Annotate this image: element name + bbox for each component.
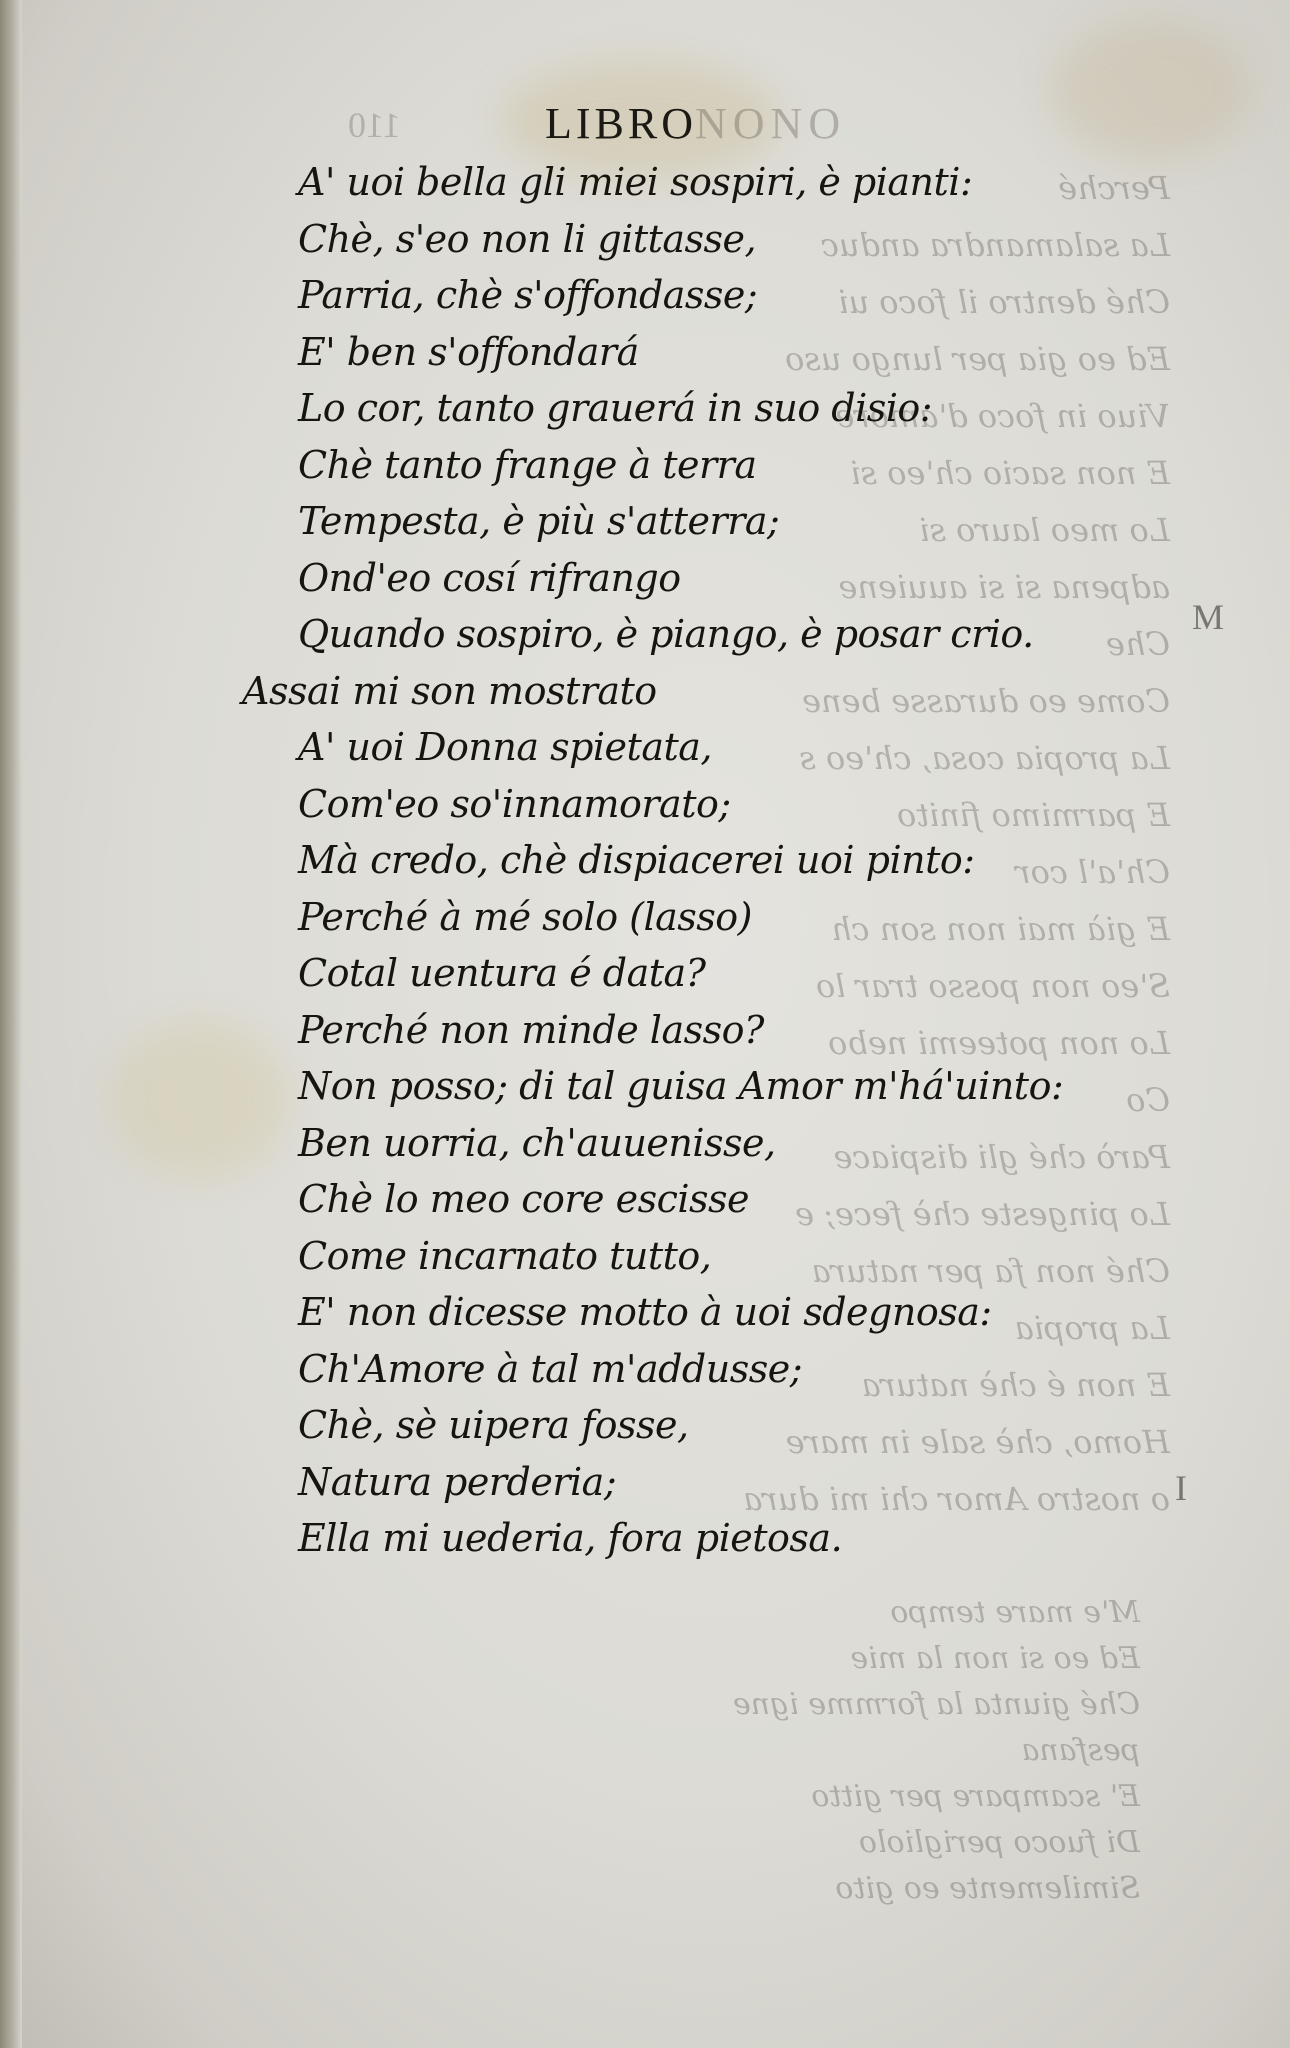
verse-line: Quando sospiro, è piango, è posar crio.	[298, 612, 1034, 656]
verse-line: Mà credo, chè dispiacerei uoi pinto:	[298, 838, 975, 882]
running-title	[545, 98, 846, 149]
running-title-text: LIBRO	[545, 99, 697, 148]
verse-line: Ond'eo cosí rifrango	[298, 555, 681, 600]
verse-line: Chè lo meo core escisse	[298, 1177, 750, 1221]
verse-line: Natura perderia;	[298, 1459, 617, 1504]
verse-line: Chè, s'eo non li gittasse,	[298, 216, 757, 261]
verse-line: Ch'Amore à tal m'addusse;	[298, 1346, 803, 1391]
margin-mark-upper: M	[1192, 597, 1225, 637]
verse-line: E' non dicesse motto à uoi sdegnosa:	[298, 1290, 992, 1334]
page-gutter	[0, 0, 22, 2048]
paper-stain	[110, 1020, 290, 1180]
verse-line: Parria, chè s'offondasse;	[298, 273, 758, 317]
verse-line: Ben uorria, ch'auuenisse,	[298, 1120, 776, 1165]
running-title-bleed-through: NONO	[695, 99, 847, 148]
verse-line: A' uoi Donna spietata,	[298, 725, 712, 769]
verse-line: Cotal uentura é data?	[298, 951, 706, 995]
verse-line: Lo cor, tanto grauerá in suo disio:	[298, 386, 933, 430]
verse-line: A' uoi bella gli miei sospiri, è pianti:	[298, 160, 973, 204]
bleed-through-text-upper: Perché La salamandra anduc Ché dentro il foco ui Ed eo gia per lungo uso Viuo in foco d'amore E non sacio ch'eo si Lo meo lauro si adpena si si auuiene Che Come eo durasse bene La propia cosa, ch'eo s E parmimo finito Ch'a'l cor E già mai non son ch S'eo non posso trar lo Lo non poteemi nebo Co Parò ché gli dispiace Lo pingeste chè fece; e Ché non fa per natura La propia E non é chè natura Homo, chè sale in mare o nostro Amor chi mi dura	[743, 169, 1170, 1518]
verse-line: Perché non minde lasso?	[298, 1007, 764, 1052]
verse-line: E' ben s'offondará	[298, 329, 639, 374]
verse-line: Tempesta, è più s'atterra;	[298, 499, 780, 543]
verse-line: Com'eo so'innamorato;	[298, 781, 731, 826]
verse-line: Chè, sè uipera fosse,	[298, 1403, 689, 1447]
verse-line: Assai mi son mostrato	[242, 668, 657, 713]
bleed-through-text-lower: M'e mare tempo Ed eo si non la mie Ché giunta la formme igne pesfana E' scampare per gitto Di fuoco perigliolo Similemente eo gito	[732, 1595, 1140, 1906]
verse-line: Come incarnato tutto,	[298, 1233, 712, 1278]
verse-line: Perché à mé solo (lasso)	[298, 894, 753, 939]
margin-mark-lower: I	[1175, 1468, 1187, 1508]
page-number-bleed-through: 110	[348, 105, 401, 145]
verse-line: Non posso; di tal guisa Amor m'há'uinto:	[298, 1064, 1064, 1108]
paper-stain	[1050, 20, 1250, 160]
verse-line: Chè tanto frange à terra	[298, 442, 757, 487]
verse-line: Ella mi uederia, fora pietosa.	[298, 1516, 843, 1560]
